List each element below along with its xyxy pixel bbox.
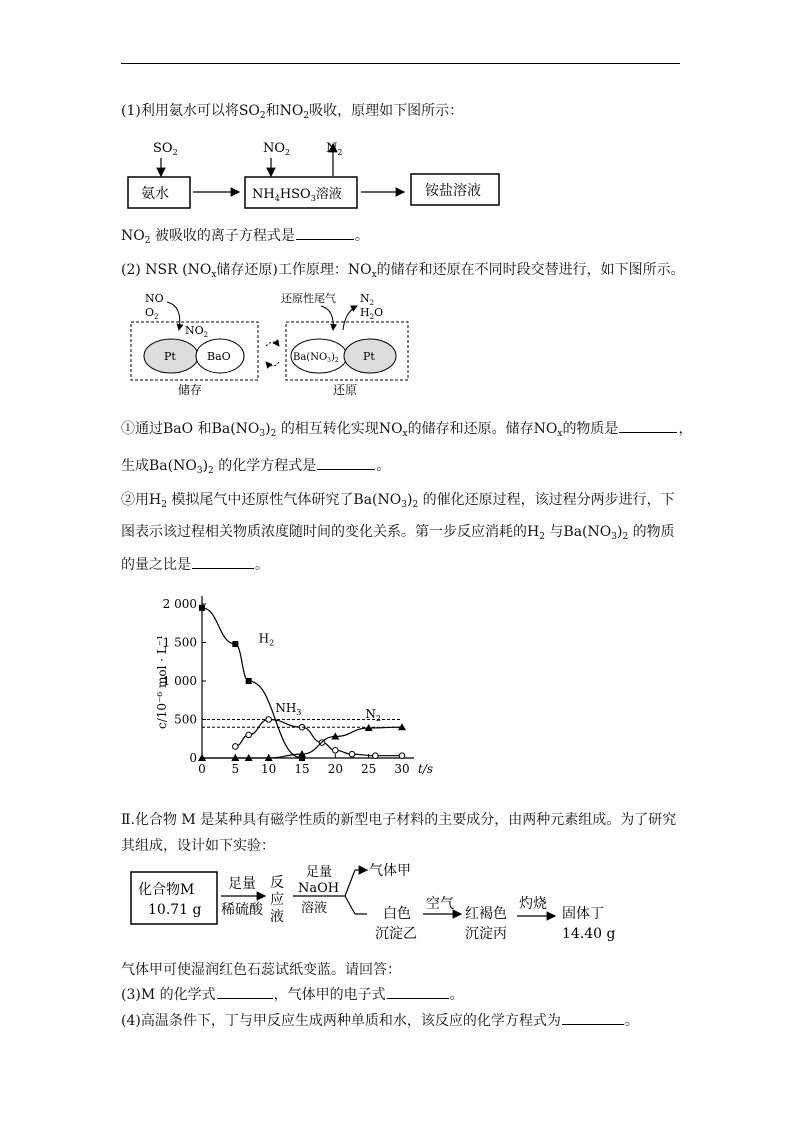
nsr-h2o-label: $H_2O$ — [360, 306, 384, 321]
nh3-marker — [399, 753, 405, 759]
ba-no3-label: $Ba(NO_3)_2$ — [293, 352, 339, 364]
x-tick-label: 0 — [198, 762, 206, 776]
answer-blank[interactable] — [562, 1010, 624, 1025]
h2-marker — [199, 605, 205, 611]
x-tick-label: 25 — [361, 762, 377, 776]
nsr-no2-label: $NO_2$ — [185, 324, 209, 339]
q1-so2-label: $SO_2$ — [153, 141, 178, 157]
nsr-no-label: NO — [145, 292, 164, 305]
x-tick-label: 15 — [294, 762, 310, 776]
reaction-solution-2: 应 — [270, 892, 284, 908]
arrow2-top-label: 足量 — [306, 865, 333, 880]
ignite-label: 灼烧 — [519, 896, 547, 912]
part2-note: 气体甲可使湿润红色石蕊试纸变蓝。请回答： — [121, 962, 401, 978]
arrow1-top-label: 足量 — [228, 876, 256, 892]
nh3-marker — [349, 751, 355, 757]
series-line-h — [202, 608, 302, 758]
series-label-nh: $NH_3$ — [275, 700, 302, 717]
answer-blank[interactable] — [619, 418, 677, 433]
answer-blank[interactable] — [296, 225, 354, 240]
arrow1-bottom-label: 稀硫酸 — [221, 902, 263, 918]
solid-d-mass: 14.40 g — [562, 926, 616, 942]
compound-m-label: 化合物M — [138, 882, 195, 898]
q2-sub1-line2: 生成$Ba(NO_3)_2$ 的化学方程式是 。 — [121, 455, 390, 476]
nh3-marker — [333, 748, 339, 754]
answer-blank[interactable] — [387, 984, 449, 999]
series-label-n: $N_2$ — [365, 706, 381, 723]
solid-d-label: 固体丁 — [562, 906, 604, 922]
q1-box2-text: $NH_4HSO_3$溶液 — [252, 187, 342, 203]
q1-intro: (1)利用氨水可以将$SO_2$和$NO_2$吸收，原理如下图所示： — [121, 103, 464, 121]
q1-box3-text: 铵盐溶液 — [425, 183, 481, 199]
h2-marker — [232, 641, 238, 647]
reaction-solution-1: 反 — [270, 875, 284, 891]
white-precipitate-2: 沉淀乙 — [375, 926, 417, 942]
q1-flow-diagram — [121, 130, 521, 215]
nsr-n2-label: $N_2$ — [360, 292, 375, 307]
reaction-solution-3: 液 — [270, 909, 284, 925]
nh3-marker — [373, 753, 379, 759]
reduction-label: 还原 — [333, 383, 358, 397]
nsr-diagram — [121, 288, 421, 398]
y-axis-label: c/10⁻⁶ mol · L⁻¹ — [155, 635, 169, 729]
nsr-gas-label: 还原性尾气 — [281, 292, 336, 305]
q2-sub2-line3: 的量之比是 。 — [121, 554, 269, 575]
bao-label: BaO — [207, 350, 231, 363]
air-label: 空气 — [426, 896, 454, 912]
answer-blank[interactable] — [192, 554, 254, 569]
part2-intro-2: 其组成，设计如下实验： — [121, 838, 275, 854]
x-tick-label: 5 — [231, 762, 240, 776]
answer-blank[interactable] — [317, 455, 375, 470]
arrow2-bottom-label: 溶液 — [301, 901, 328, 916]
nh3-marker — [266, 717, 272, 723]
x-axis-label: t/s — [418, 762, 434, 776]
x-tick-label: 10 — [261, 762, 277, 776]
x-tick-label: 20 — [327, 762, 343, 776]
nsr-o2-label: $O_2$ — [145, 306, 159, 321]
q2-sub1-line1: ①通过BaO 和$Ba(NO_3)_2$ 的相互转化实现$NO_x$的储存和还原。储存$NO_x$的物质是 ， — [121, 418, 692, 439]
compound-m-mass: 10.71 g — [148, 902, 202, 918]
pt2-label: Pt — [363, 350, 375, 363]
y-tick-label: 0 — [189, 751, 197, 765]
y-tick-label: 1 000 — [162, 674, 197, 688]
q1-box1-text: 氨水 — [141, 186, 169, 202]
q2-sub2-line2: 图表示该过程相关物质浓度随时间的变化关系。第一步反应消耗的$H_2$ 与$Ba(NO_3)_2$ 的物质 — [121, 524, 675, 542]
y-tick-label: 2 000 — [162, 597, 197, 611]
nh3-marker — [246, 732, 252, 738]
q2-intro: (2) NSR ($NO_x$储存还原)工作原理：$NO_x$的储存和还原在不同时段交替进行，如下图所示。 — [121, 262, 685, 280]
q4-line: (4)高温条件下，丁与甲反应生成两种单质和水，该反应的化学方程式为 。 — [121, 1010, 639, 1031]
series-line-nh — [235, 720, 402, 756]
q1-no2-label: $NO_2$ — [263, 141, 291, 157]
answer-blank[interactable] — [217, 984, 273, 999]
red-brown-precipitate-2: 沉淀丙 — [465, 926, 507, 942]
arrow2-mid-label: NaOH — [298, 881, 340, 896]
h2-marker — [246, 678, 252, 684]
series-label-h: $H_2$ — [258, 631, 275, 648]
part2-flow-diagram — [121, 856, 621, 948]
header-rule — [121, 63, 680, 64]
part2-intro-1: Ⅱ.化合物 M 是某种具有磁学性质的新型电子材料的主要成分，由两种元素组成。为了研究 — [121, 812, 677, 828]
gas-a-label: 气体甲 — [369, 863, 411, 879]
white-precipitate-1: 白色 — [383, 906, 411, 922]
concentration-chart — [140, 588, 434, 810]
x-tick-label: 30 — [394, 762, 410, 776]
q2-sub2-line1: ②用$H_2$ 模拟尾气中还原性气体研究了$Ba(NO_3)_2$ 的催化还原过程，该过程分两步进行，下 — [121, 492, 675, 510]
nh3-marker — [233, 744, 239, 750]
y-tick-label: 500 — [174, 712, 197, 727]
storage-label: 储存 — [178, 383, 203, 397]
y-tick-label: 1 500 — [162, 635, 197, 650]
q1-question: $NO_2$ 被吸收的离子方程式是 。 — [121, 225, 369, 246]
red-brown-precipitate-1: 红褐色 — [465, 906, 507, 922]
pt-label: Pt — [164, 350, 176, 363]
q3-line: (3)M 的化学式 ，气体甲的电子式 。 — [121, 984, 464, 1005]
q1-n2-label: $N_2$ — [326, 141, 343, 157]
